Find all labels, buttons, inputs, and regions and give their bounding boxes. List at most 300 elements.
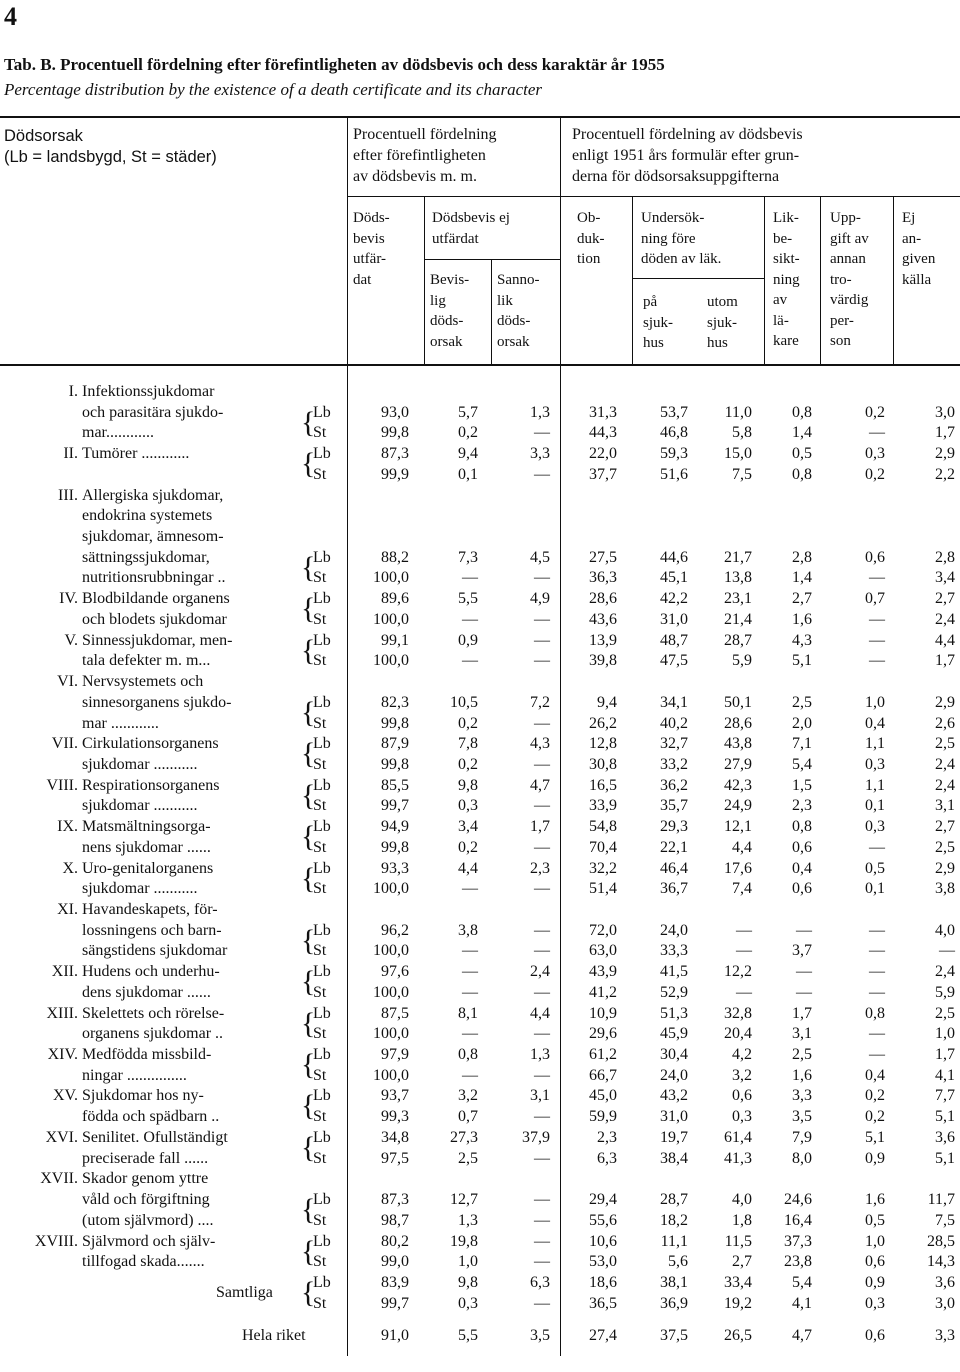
lb-row-cell: 4,9 (530, 590, 550, 608)
lb-row-cell: 2,7 (935, 590, 955, 608)
st-row-cell: 45,1 (660, 569, 688, 587)
lb-row-cell: 2,9 (935, 859, 955, 877)
group2-line: Procentuell fördelning av dödsbevis (572, 126, 803, 143)
lb-row-cell: 4,4 (530, 1004, 550, 1022)
lb-row-cell: 13,9 (589, 631, 617, 649)
lb-row-cell: 1,3 (530, 403, 550, 421)
lb-row-cell: — (869, 631, 885, 649)
lb-row-cell: 89,6 (381, 590, 409, 608)
row-number: XII. (51, 963, 78, 981)
st-row-cell: 29,6 (589, 1025, 617, 1043)
area-label-st: St (313, 1253, 327, 1271)
hela-riket-label: Hela riket (242, 1327, 306, 1345)
lb-row-cell: 9,4 (597, 693, 617, 711)
st-row-cell: 100,0 (373, 652, 409, 670)
st-row-cell: 100,0 (373, 942, 409, 960)
lb-row-cell: 37,9 (522, 1128, 550, 1146)
brace-icon: { (301, 405, 316, 439)
lb-row-cell: 7,2 (530, 693, 550, 711)
cause-label: Medfödda missbild- (82, 1046, 212, 1064)
lb-row-cell: 2,7 (935, 818, 955, 836)
st-row-cell: 0,4 (865, 714, 885, 732)
lb-row-cell: 0,8 (792, 403, 812, 421)
group2-header (572, 124, 803, 187)
brace-icon: { (301, 592, 316, 626)
lb-row-cell: 1,0 (865, 1232, 885, 1250)
st-row-cell: 7,5 (935, 1211, 955, 1229)
st-row-cell: 97,5 (381, 1149, 409, 1167)
cause-label: och blodets sjukdomar (82, 610, 227, 628)
st-row-cell: 26,2 (589, 714, 617, 732)
group1-line: Procentuell fördelning (353, 126, 497, 143)
st-row-cell: 70,4 (589, 838, 617, 856)
row-number: IV. (59, 590, 78, 608)
hela-riket-cell: 27,4 (589, 1327, 617, 1345)
area-label-st: St (313, 1149, 327, 1167)
lb-row-cell: 61,2 (589, 1046, 617, 1064)
lb-row-cell: 16,5 (589, 776, 617, 794)
st-row-cell: — (462, 1066, 478, 1084)
lb-row-cell: 2,3 (597, 1128, 617, 1146)
st-row-cell: — (869, 942, 885, 960)
cause-label: endokrina systemets (82, 507, 213, 525)
lb-row-cell: 0,2 (865, 403, 885, 421)
lb-row-cell: 0,4 (792, 859, 812, 877)
cause-label: födda och spädbarn .. (82, 1108, 220, 1126)
st-row-cell: 1,7 (935, 652, 955, 670)
st-row-cell: 55,6 (589, 1211, 617, 1229)
st-row-cell: 0,3 (865, 755, 885, 773)
lb-row-cell: 19,7 (660, 1128, 688, 1146)
st-row-cell: 0,9 (865, 1149, 885, 1167)
st-row-cell: 59,9 (589, 1108, 617, 1126)
lb-row-cell: 12,2 (724, 963, 752, 981)
st-row-cell: 1,3 (458, 1211, 478, 1229)
lb-row-cell: 27,3 (450, 1128, 478, 1146)
lb-row-cell: 2,8 (935, 548, 955, 566)
area-label-lb: Lb (313, 735, 331, 753)
st-row-cell: — (462, 569, 478, 587)
col-header-line: Lik- (773, 210, 799, 226)
st-row-cell: 99,3 (381, 1108, 409, 1126)
st-row-cell: — (534, 1066, 550, 1084)
st-row-cell: — (534, 1211, 550, 1229)
lb-row-cell: 29,4 (589, 1191, 617, 1209)
area-label-lb: Lb (313, 818, 331, 836)
subgroup-rule-dodsbevis (424, 259, 560, 260)
lb-row-cell: 11,7 (927, 1191, 955, 1209)
lb-row-cell: 53,7 (660, 403, 688, 421)
st-row-cell: 100,0 (373, 569, 409, 587)
lb-row-cell: 28,6 (589, 590, 617, 608)
col-header-undersokning (641, 208, 721, 270)
st-row-cell: 30,8 (589, 755, 617, 773)
cause-label: Hudens och underhu- (82, 963, 220, 981)
col-header-line: döden av läk. (641, 251, 722, 267)
lb-row-cell: 45,0 (589, 1087, 617, 1105)
st-row-cell: — (869, 983, 885, 1001)
samtliga-st-cell: 4,1 (792, 1294, 812, 1312)
area-label-lb: Lb (313, 631, 331, 649)
lb-row-cell: 28,5 (927, 1232, 955, 1250)
st-row-cell: 33,2 (660, 755, 688, 773)
lb-row-cell: 5,7 (458, 403, 478, 421)
col-divider-7 (820, 196, 821, 366)
lb-row-cell: 7,3 (458, 548, 478, 566)
lb-row-cell: 22,0 (589, 445, 617, 463)
st-row-cell: — (462, 942, 478, 960)
page-number: 4 (4, 2, 17, 31)
st-row-cell: 99,8 (381, 424, 409, 442)
col-header-line: lig (430, 292, 446, 309)
row-number: VIII. (46, 776, 78, 794)
col-header-line: av (773, 292, 788, 308)
area-label-lb: Lb (313, 963, 331, 981)
brace-icon: { (301, 737, 316, 771)
samtliga-st-cell: 3,0 (935, 1294, 955, 1312)
lb-row-cell: 2,8 (792, 548, 812, 566)
st-row-cell: 0,4 (865, 1066, 885, 1084)
area-label-st: St (313, 1025, 327, 1043)
st-row-cell: 5,8 (732, 424, 752, 442)
st-row-cell: — (534, 714, 550, 732)
lb-row-cell: 85,5 (381, 776, 409, 794)
cause-label: nutritionsrubbningar .. (82, 569, 226, 587)
row-number: I. (68, 383, 78, 400)
brace-icon: { (301, 1089, 316, 1123)
lb-row-cell: 27,5 (589, 548, 617, 566)
st-row-cell: 98,7 (381, 1211, 409, 1229)
lb-row-cell: 88,2 (381, 548, 409, 566)
lb-row-cell: 43,8 (724, 735, 752, 753)
lb-row-cell: 4,0 (732, 1191, 752, 1209)
st-row-cell: — (534, 797, 550, 815)
st-row-cell: 7,4 (732, 880, 752, 898)
group-rule (347, 196, 960, 197)
st-row-cell: 0,6 (792, 880, 812, 898)
col-header-line: sjuk- (643, 314, 673, 331)
st-row-cell: 5,4 (792, 755, 812, 773)
hela-riket-cell: 91,0 (381, 1327, 409, 1345)
lb-row-cell: 42,2 (660, 590, 688, 608)
st-row-cell: — (869, 838, 885, 856)
st-row-cell: 33,3 (660, 942, 688, 960)
samtliga-lb-cell: 38,1 (660, 1273, 688, 1291)
st-row-cell: 5,9 (732, 652, 752, 670)
st-row-cell: 99,8 (381, 714, 409, 732)
lb-row-cell: 0,8 (865, 1004, 885, 1022)
st-row-cell: 14,3 (927, 1253, 955, 1271)
col-header-line: Upp- (830, 210, 861, 226)
col-header-line: be- (773, 230, 793, 247)
st-row-cell: 2,4 (935, 755, 955, 773)
lb-row-cell: 11,0 (724, 403, 752, 421)
lb-row-cell: 87,5 (381, 1004, 409, 1022)
st-row-cell: 28,6 (724, 714, 752, 732)
st-row-cell: 24,0 (660, 1066, 688, 1084)
col-header-line: per- (830, 312, 854, 329)
row-number: XIII. (46, 1004, 78, 1022)
lb-row-cell: 82,3 (381, 693, 409, 711)
lb-row-cell: 61,4 (724, 1128, 752, 1146)
samtliga-lb-cell: 18,6 (589, 1273, 617, 1291)
lb-row-cell: 37,3 (784, 1232, 812, 1250)
lb-row-cell: 4,7 (530, 776, 550, 794)
brace-icon: { (301, 1193, 316, 1227)
col-header-dodsbevis-ej (432, 208, 510, 249)
hela-riket-cell: 5,5 (458, 1327, 478, 1345)
cause-label: sättningssjukdomar, (82, 548, 210, 566)
st-row-cell: 52,9 (660, 983, 688, 1001)
st-row-cell: 2,3 (792, 797, 812, 815)
st-row-cell: 2,6 (935, 714, 955, 732)
st-row-cell: 100,0 (373, 880, 409, 898)
st-row-cell: 33,9 (589, 797, 617, 815)
cause-label: Uro-genitalorganens (82, 859, 214, 877)
lb-row-cell: 3,2 (458, 1087, 478, 1105)
lb-row-cell: 3,3 (530, 445, 550, 463)
samtliga-st-cell: 0,3 (458, 1294, 478, 1312)
lb-row-cell: 2,7 (792, 590, 812, 608)
area-label-st: St (313, 1294, 327, 1312)
lb-row-cell: 28,7 (660, 1191, 688, 1209)
st-row-cell: 3,1 (935, 797, 955, 815)
st-row-cell: 39,8 (589, 652, 617, 670)
cause-label: sjukdomar ........... (82, 797, 198, 815)
col-header-line: annan (830, 251, 866, 267)
area-label-lb: Lb (313, 1273, 331, 1291)
lb-row-cell: 80,2 (381, 1232, 409, 1250)
lb-row-cell: 0,3 (865, 445, 885, 463)
samtliga-lb-cell: 83,9 (381, 1273, 409, 1291)
group1-header (353, 124, 497, 187)
st-row-cell: 1,6 (792, 1066, 812, 1084)
st-row-cell: 20,4 (724, 1025, 752, 1043)
st-row-cell: 99,8 (381, 755, 409, 773)
lb-row-cell: 4,5 (530, 548, 550, 566)
st-row-cell: 1,4 (792, 569, 812, 587)
st-row-cell: — (534, 880, 550, 898)
area-label-lb: Lb (313, 1191, 331, 1209)
lb-row-cell: 9,8 (458, 776, 478, 794)
st-row-cell: 0,5 (865, 1211, 885, 1229)
st-row-cell: 35,7 (660, 797, 688, 815)
lb-row-cell: 50,1 (724, 693, 752, 711)
row-number: XVI. (45, 1128, 78, 1146)
cause-label: nens sjukdomar ...... (82, 838, 211, 856)
col-header-line: sikt- (773, 251, 800, 267)
st-row-cell: 4,1 (935, 1066, 955, 1084)
samtliga-lb-cell: 6,3 (530, 1273, 550, 1291)
lb-row-cell: 32,8 (724, 1004, 752, 1022)
cause-label: Senilitet. Ofullständigt (82, 1128, 228, 1146)
col-header-line: Ob- (577, 210, 601, 226)
area-label-st: St (313, 1211, 327, 1229)
st-row-cell: 5,1 (792, 652, 812, 670)
st-row-cell: 8,0 (792, 1149, 812, 1167)
st-row-cell: 0,8 (792, 465, 812, 483)
st-row-cell: — (534, 1149, 550, 1167)
col-divider-5 (632, 196, 633, 366)
samtliga-st-cell: 0,3 (865, 1294, 885, 1312)
area-label-st: St (313, 880, 327, 898)
lb-row-cell: 51,3 (660, 1004, 688, 1022)
lb-row-cell: 0,3 (865, 818, 885, 836)
lb-row-cell: 32,2 (589, 859, 617, 877)
lb-row-cell: 34,8 (381, 1128, 409, 1146)
st-row-cell: 1,7 (935, 424, 955, 442)
col-header-line: ning före (641, 230, 696, 247)
lb-row-cell: 42,3 (724, 776, 752, 794)
st-row-cell: 40,2 (660, 714, 688, 732)
st-row-cell: 3,1 (792, 1025, 812, 1043)
lb-row-cell: 3,8 (458, 921, 478, 939)
st-row-cell: 0,1 (458, 465, 478, 483)
st-row-cell: 1,8 (732, 1211, 752, 1229)
lb-row-cell: 93,7 (381, 1087, 409, 1105)
st-row-cell: 100,0 (373, 610, 409, 628)
cause-label: Respirationsorganens (82, 776, 220, 794)
st-row-cell: 43,6 (589, 610, 617, 628)
brace-icon: { (301, 1275, 316, 1309)
st-row-cell: — (462, 1025, 478, 1043)
st-row-cell: — (534, 1253, 550, 1271)
hela-riket-cell: 26,5 (724, 1327, 752, 1345)
st-row-cell: 5,1 (935, 1108, 955, 1126)
st-row-cell: — (462, 652, 478, 670)
lb-row-cell: 1,5 (792, 776, 812, 794)
st-row-cell: 31,0 (660, 610, 688, 628)
lb-row-cell: 2,5 (792, 693, 812, 711)
cause-label: Matsmältningsorga- (82, 818, 211, 836)
st-row-cell: 36,3 (589, 569, 617, 587)
brace-icon: { (301, 820, 316, 854)
table-title: Tab. B. Procentuell fördelning efter förefintligheten av dödsbevis och dess karaktär år 1955 (4, 55, 665, 74)
lb-row-cell: 0,5 (865, 859, 885, 877)
samtliga-lb-cell: 9,8 (458, 1273, 478, 1291)
cause-label: och parasitära sjukdo- (82, 403, 224, 421)
st-row-cell: 100,0 (373, 983, 409, 1001)
lb-row-cell: 4,3 (792, 631, 812, 649)
lb-row-cell: 34,1 (660, 693, 688, 711)
lb-row-cell: — (736, 921, 752, 939)
area-label-lb: Lb (313, 403, 331, 421)
st-row-cell: 0,2 (458, 838, 478, 856)
group2-line: enligt 1951 års formulär efter grun- (572, 147, 800, 164)
st-row-cell: 53,0 (589, 1253, 617, 1271)
st-row-cell: 66,7 (589, 1066, 617, 1084)
lb-row-cell: 0,2 (865, 1087, 885, 1105)
st-row-cell: 1,4 (792, 424, 812, 442)
st-row-cell: 41,2 (589, 983, 617, 1001)
samtliga-lb-cell: 3,6 (935, 1273, 955, 1291)
col-header-line: ning (773, 271, 800, 288)
col-header-uppgift (830, 208, 869, 352)
cause-label: Havandeskapets, för- (82, 901, 218, 918)
lb-row-cell: 3,3 (792, 1087, 812, 1105)
lb-row-cell: 2,4 (935, 776, 955, 794)
lb-row-cell: — (869, 1046, 885, 1064)
lb-row-cell: 11,5 (724, 1232, 752, 1250)
cause-label: ningar ............... (82, 1066, 187, 1084)
samtliga-lb-cell: 33,4 (724, 1273, 752, 1291)
st-row-cell: 0,1 (865, 880, 885, 898)
st-row-cell: 16,4 (784, 1211, 812, 1229)
st-row-cell: 0,2 (865, 1108, 885, 1126)
lb-row-cell: 9,4 (458, 445, 478, 463)
brace-icon: { (301, 447, 316, 481)
st-row-cell: — (534, 610, 550, 628)
hela-riket-cell: 3,5 (530, 1327, 550, 1345)
hela-riket-cell: 3,3 (935, 1327, 955, 1345)
st-row-cell: — (869, 610, 885, 628)
lb-row-cell: 8,1 (458, 1004, 478, 1022)
lb-row-cell: 2,5 (935, 735, 955, 753)
lb-row-cell: 0,8 (458, 1046, 478, 1064)
col-header-line: lik (497, 292, 513, 309)
lb-row-cell: 96,2 (381, 921, 409, 939)
st-row-cell: 3,4 (935, 569, 955, 587)
cause-label: Skador genom yttre (82, 1170, 209, 1188)
st-row-cell: 2,5 (458, 1149, 478, 1167)
header-bottom-rule (0, 364, 960, 366)
lb-row-cell: 32,7 (660, 735, 688, 753)
st-row-cell: 1,0 (935, 1025, 955, 1043)
samtliga-st-cell: — (534, 1294, 550, 1312)
lb-row-cell: 48,7 (660, 631, 688, 649)
st-row-cell: 2,2 (935, 465, 955, 483)
row-number: VII. (51, 735, 78, 753)
col-divider-3 (491, 260, 492, 366)
lb-row-cell: 1,7 (935, 1046, 955, 1064)
area-label-lb: Lb (313, 445, 331, 463)
brace-icon: { (301, 778, 316, 812)
lb-row-cell: 4,4 (458, 859, 478, 877)
brace-icon: { (301, 633, 316, 667)
st-row-cell: 6,3 (597, 1149, 617, 1167)
area-label-st: St (313, 983, 327, 1001)
subgroup-rule-undersokning (632, 278, 764, 279)
row-number: XIV. (47, 1046, 78, 1064)
lb-row-cell: — (869, 921, 885, 939)
samtliga-lb-cell: 0,9 (865, 1273, 885, 1291)
lb-row-cell: 0,5 (792, 445, 812, 463)
col-header-line: orsak (497, 333, 530, 350)
brace-icon: { (301, 1048, 316, 1082)
cause-label: Skelettets och rörelse- (82, 1004, 225, 1022)
brace-icon: { (301, 965, 316, 999)
st-row-cell: — (736, 983, 752, 1001)
table-subtitle: Percentage distribution by the existence of a death certificate and its character (4, 80, 543, 99)
st-row-cell: — (534, 424, 550, 442)
st-row-cell: 21,4 (724, 610, 752, 628)
cause-label: Tumörer ............ (82, 445, 190, 463)
lb-row-cell: 87,3 (381, 445, 409, 463)
lb-row-cell: 1,6 (865, 1191, 885, 1209)
st-row-cell: — (869, 652, 885, 670)
col-header-bevislig (430, 270, 469, 352)
cause-label: Allergiska sjukdomar, (82, 486, 224, 504)
brace-icon: { (301, 1234, 316, 1268)
st-row-cell: — (869, 569, 885, 587)
st-row-cell: 2,7 (732, 1253, 752, 1271)
lb-row-cell: 36,2 (660, 776, 688, 794)
st-row-cell: 27,9 (724, 755, 752, 773)
col-header-line: hus (643, 335, 664, 351)
lb-row-cell: 30,4 (660, 1046, 688, 1064)
lb-row-cell: — (796, 963, 812, 981)
st-row-cell: 0,2 (865, 465, 885, 483)
